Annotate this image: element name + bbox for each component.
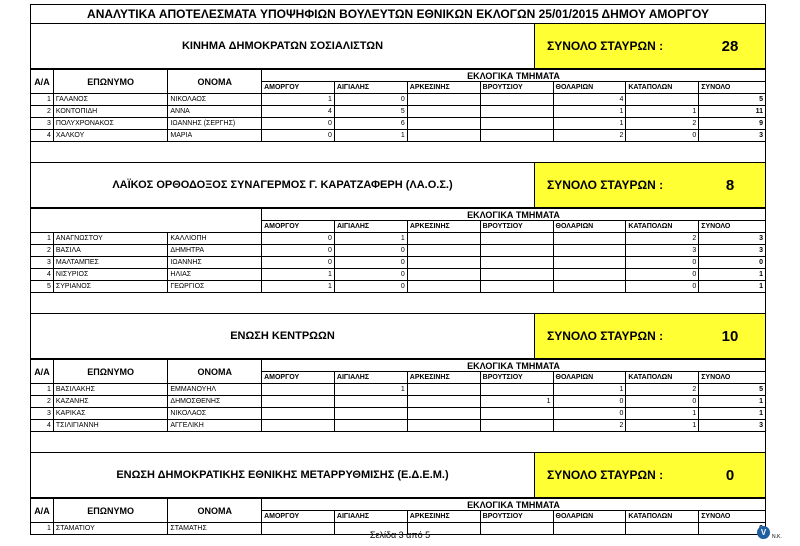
table-row [31, 130, 766, 142]
total-label: ΣΥΝΟΛΟ ΣΤΑΥΡΩΝ : [547, 329, 664, 343]
col-section: ΒΡΟΥΤΣΙΟΥ [480, 221, 553, 233]
cell-aa: 1 [31, 94, 54, 106]
cell-votes: 4 [553, 94, 626, 106]
cell-votes [480, 245, 553, 257]
cell-votes [553, 281, 626, 293]
cell-surname: ΠΟΛΥΧΡΟΝΑΚΟΣ [53, 118, 168, 130]
cell-votes [553, 245, 626, 257]
cell-name: ΑΓΓΕΛΙΚΗ [168, 420, 262, 432]
col-group: ΕΚΛΟΓΙΚΑ ΤΜΗΜΑΤΑ [262, 70, 766, 82]
cell-name: ΚΑΛΛΙΟΠΗ [168, 233, 262, 245]
party-name: ΚΙΝΗΜΑ ΔΗΜΟΚΡΑΤΩΝ ΣΟΣΙΑΛΙΣΤΩΝ [31, 24, 535, 68]
col-surname: ΕΠΩΝΥΜΟ [53, 499, 168, 523]
col-section: ΘΟΛΑΡΙΩΝ [553, 511, 626, 523]
cell-votes: 0 [553, 408, 626, 420]
cell-name: ΔΗΜΗΤΡΑ [168, 245, 262, 257]
party-total-box [535, 314, 765, 358]
party-results-table [30, 208, 766, 293]
col-section: ΑΜΟΡΓΟΥ [262, 511, 335, 523]
col-surname: ΕΠΩΝΥΜΟ [53, 360, 168, 384]
cell-surname: ΜΑΛΤΑΜΠΕΣ [53, 257, 168, 269]
cell-votes [480, 281, 553, 293]
party-total-box [535, 24, 765, 68]
col-section: ΑΜΟΡΓΟΥ [262, 82, 335, 94]
cell-surname: ΤΣΙΛΙΓΙΑΝΝΗ [53, 420, 168, 432]
table-row [31, 106, 766, 118]
total-label: ΣΥΝΟΛΟ ΣΤΑΥΡΩΝ : [547, 39, 664, 53]
col-section: ΑΙΓΙΑΛΗΣ [334, 221, 407, 233]
cell-votes: 2 [626, 118, 699, 130]
block-spacer [30, 432, 766, 453]
col-section: ΒΡΟΥΤΣΙΟΥ [480, 511, 553, 523]
cell-votes [480, 420, 553, 432]
cell-name: ΝΙΚΟΛΑΟΣ [168, 94, 262, 106]
table-row [31, 257, 766, 269]
party-results-table [30, 359, 766, 432]
cell-votes: 1 [553, 118, 626, 130]
party-name: ΕΝΩΣΗ ΔΗΜΟΚΡΑΤΙΚΗΣ ΕΘΝΙΚΗΣ ΜΕΤΑΡΡΥΘΜΙΣΗΣ (Ε.Δ.Ε.Μ.) [31, 453, 535, 497]
party-header [30, 24, 766, 69]
col-blank [31, 209, 262, 233]
cell-votes: 0 [334, 281, 407, 293]
cell-votes: 0 [262, 245, 335, 257]
cell-name: ΔΗΜΟΣΘΕΝΗΣ [168, 396, 262, 408]
cell-votes [407, 257, 480, 269]
col-section: ΒΡΟΥΤΣΙΟΥ [480, 82, 553, 94]
party-total-box [535, 453, 765, 497]
col-section: ΘΟΛΑΡΙΩΝ [553, 372, 626, 384]
cell-total: 1 [699, 396, 766, 408]
cell-votes: 0 [553, 396, 626, 408]
cell-votes [407, 269, 480, 281]
cell-votes [480, 269, 553, 281]
cell-votes: 2 [626, 233, 699, 245]
col-section: ΚΑΤΑΠΟΛΩΝ [626, 372, 699, 384]
col-section: ΣΥΝΟΛΟ [699, 372, 766, 384]
cell-surname: ΣΥΡΙΑΝΟΣ [53, 281, 168, 293]
cell-votes: 0 [262, 233, 335, 245]
table-row [31, 245, 766, 257]
cell-total: 1 [699, 269, 766, 281]
cell-aa: 2 [31, 245, 54, 257]
cell-aa: 4 [31, 420, 54, 432]
cell-aa: 2 [31, 106, 54, 118]
col-section: ΒΡΟΥΤΣΙΟΥ [480, 372, 553, 384]
cell-votes: 0 [262, 118, 335, 130]
cell-votes [480, 106, 553, 118]
cell-votes [480, 233, 553, 245]
table-row [31, 269, 766, 281]
col-aa: Α/Α [31, 360, 54, 384]
party-total-box [535, 163, 765, 207]
col-surname: ΕΠΩΝΥΜΟ [53, 70, 168, 94]
cell-aa: 1 [31, 523, 54, 535]
cell-votes [553, 233, 626, 245]
col-section: ΑΡΚΕΣΙΝΗΣ [407, 372, 480, 384]
table-row [31, 396, 766, 408]
cell-surname: ΣΤΑΜΑΤΙΟΥ [53, 523, 168, 535]
cell-total: 3 [699, 245, 766, 257]
cell-votes [480, 118, 553, 130]
cell-votes [407, 106, 480, 118]
cell-name: ΕΜΜΑΝΟΥΗΛ [168, 384, 262, 396]
cell-surname: ΚΑΖΑΝΗΣ [53, 396, 168, 408]
cell-votes [407, 420, 480, 432]
parties-container [30, 24, 766, 535]
cell-votes: 1 [480, 396, 553, 408]
party-name: ΕΝΩΣΗ ΚΕΝΤΡΩΩΝ [31, 314, 535, 358]
cell-aa: 3 [31, 118, 54, 130]
cell-aa: 4 [31, 269, 54, 281]
col-name: ΟΝΟΜΑ [168, 360, 262, 384]
col-section: ΑΡΚΕΣΙΝΗΣ [407, 511, 480, 523]
page-footer: Σελίδα 3 από 5 [369, 530, 431, 540]
cell-votes: 6 [334, 118, 407, 130]
col-aa: Α/Α [31, 70, 54, 94]
cell-total: 3 [699, 130, 766, 142]
cell-votes [407, 94, 480, 106]
table-row [31, 420, 766, 432]
cell-votes [480, 408, 553, 420]
cell-votes [553, 257, 626, 269]
table-row [31, 384, 766, 396]
cell-total: 0 [699, 257, 766, 269]
cell-votes [262, 420, 335, 432]
cell-surname: ΒΑΣΙΛΑΚΗΣ [53, 384, 168, 396]
col-section: ΘΟΛΑΡΙΩΝ [553, 221, 626, 233]
total-value: 8 [725, 176, 735, 194]
cell-total: 3 [699, 420, 766, 432]
cell-surname: ΒΑΣΙΛΑ [53, 245, 168, 257]
cell-name: ΜΑΡΙΑ [168, 130, 262, 142]
cell-surname: ΓΑΛΑΝΟΣ [53, 94, 168, 106]
cell-votes: 1 [553, 384, 626, 396]
party-header [30, 163, 766, 208]
cell-aa: 2 [31, 396, 54, 408]
col-section: ΣΥΝΟΛΟ [699, 221, 766, 233]
col-section: ΘΟΛΑΡΙΩΝ [553, 82, 626, 94]
page-title: ΑΝΑΛΥΤΙΚΑ ΑΠΟΤΕΛΕΣΜΑΤΑ ΥΠΟΨΗΦΙΩΝ ΒΟΥΛΕΥΤΩΝ ΕΘΝΙΚΩΝ ΕΚΛΟΓΩΝ 25/01/2015 ΔΗΜΟΥ ΑΜΟΡΓΟΥ [30, 4, 766, 24]
party-name: ΛΑΪΚΟΣ ΟΡΘΟΔΟΞΟΣ ΣΥΝΑΓΕΡΜΟΣ Γ. ΚΑΡΑΤΖΑΦΕΡΗ (ΛΑ.Ο.Σ.) [31, 163, 535, 207]
cell-votes: 1 [334, 384, 407, 396]
col-section: ΑΜΟΡΓΟΥ [262, 372, 335, 384]
col-section: ΚΑΤΑΠΟΛΩΝ [626, 82, 699, 94]
cell-votes [262, 408, 335, 420]
cell-surname: ΧΑΛΚΟΥ [53, 130, 168, 142]
cell-votes [480, 257, 553, 269]
col-section: ΑΙΓΙΑΛΗΣ [334, 82, 407, 94]
total-label: ΣΥΝΟΛΟ ΣΤΑΥΡΩΝ : [547, 468, 664, 482]
cell-votes [334, 420, 407, 432]
cell-surname: ΚΟΝΤΟΠΙΔΗ [53, 106, 168, 118]
cell-aa: 5 [31, 281, 54, 293]
cell-votes: 2 [626, 384, 699, 396]
cell-aa: 3 [31, 257, 54, 269]
col-group: ΕΚΛΟΓΙΚΑ ΤΜΗΜΑΤΑ [262, 209, 766, 221]
cell-votes: 0 [626, 269, 699, 281]
cell-votes [262, 384, 335, 396]
cell-surname: ΝΙΣΥΡΙΟΣ [53, 269, 168, 281]
cell-votes [480, 94, 553, 106]
table-row [31, 118, 766, 130]
cell-votes: 3 [626, 245, 699, 257]
cell-total: 5 [699, 384, 766, 396]
table-row [31, 281, 766, 293]
cell-votes: 2 [553, 130, 626, 142]
cell-votes: 1 [626, 420, 699, 432]
cell-name: ΣΤΑΜΑΤΗΣ [168, 523, 262, 535]
cell-votes [407, 130, 480, 142]
cell-votes [480, 130, 553, 142]
logo-icon: V [757, 526, 770, 539]
col-section: ΣΥΝΟΛΟ [699, 511, 766, 523]
cell-votes: 1 [334, 233, 407, 245]
cell-votes: 1 [262, 281, 335, 293]
cell-votes: 0 [626, 257, 699, 269]
col-group: ΕΚΛΟΓΙΚΑ ΤΜΗΜΑΤΑ [262, 360, 766, 372]
cell-name: ΑΝΝΑ [168, 106, 262, 118]
col-section: ΑΡΚΕΣΙΝΗΣ [407, 82, 480, 94]
col-section: ΑΜΟΡΓΟΥ [262, 221, 335, 233]
table-row [31, 233, 766, 245]
party-header [30, 453, 766, 498]
cell-total: 5 [699, 94, 766, 106]
cell-votes [553, 269, 626, 281]
cell-votes: 5 [334, 106, 407, 118]
cell-votes: 0 [262, 257, 335, 269]
cell-votes: 0 [626, 396, 699, 408]
cell-total: 9 [699, 118, 766, 130]
cell-name: ΝΙΚΟΛΑΟΣ [168, 408, 262, 420]
cell-votes [407, 281, 480, 293]
cell-votes: 0 [334, 269, 407, 281]
cell-name: ΙΩΑΝΝΗΣ [168, 257, 262, 269]
col-section: ΚΑΤΑΠΟΛΩΝ [626, 221, 699, 233]
cell-total: 11 [699, 106, 766, 118]
cell-surname: ΑΝΑΓΝΩΣΤΟΥ [53, 233, 168, 245]
col-aa: Α/Α [31, 499, 54, 523]
total-value: 28 [721, 37, 739, 55]
cell-votes: 0 [262, 130, 335, 142]
cell-votes [407, 396, 480, 408]
cell-votes: 1 [262, 94, 335, 106]
cell-name: ΗΛΙΑΣ [168, 269, 262, 281]
cell-votes [407, 245, 480, 257]
col-name: ΟΝΟΜΑ [168, 70, 262, 94]
table-row [31, 94, 766, 106]
cell-votes: 0 [334, 94, 407, 106]
cell-votes [407, 384, 480, 396]
cell-votes [262, 396, 335, 408]
block-spacer [30, 142, 766, 163]
cell-votes [334, 396, 407, 408]
col-section: ΑΙΓΙΑΛΗΣ [334, 511, 407, 523]
cell-aa: 1 [31, 233, 54, 245]
party-header [30, 314, 766, 359]
total-label: ΣΥΝΟΛΟ ΣΤΑΥΡΩΝ : [547, 178, 664, 192]
col-section: ΑΙΓΙΑΛΗΣ [334, 372, 407, 384]
cell-surname: ΚΑΡΙΚΑΣ [53, 408, 168, 420]
party-results-table [30, 69, 766, 142]
table-row [31, 408, 766, 420]
cell-total: 3 [699, 233, 766, 245]
cell-votes [407, 233, 480, 245]
cell-name: ΓΕΩΡΓΙΟΣ [168, 281, 262, 293]
cell-votes: 1 [553, 106, 626, 118]
cell-votes: 1 [626, 106, 699, 118]
logo-text: N.K. [772, 534, 782, 540]
cell-votes: 0 [626, 130, 699, 142]
block-spacer [30, 293, 766, 314]
cell-total: 1 [699, 408, 766, 420]
cell-aa: 4 [31, 130, 54, 142]
col-section: ΚΑΤΑΠΟΛΩΝ [626, 511, 699, 523]
cell-votes [626, 94, 699, 106]
col-section: ΣΥΝΟΛΟ [699, 82, 766, 94]
col-section: ΑΡΚΕΣΙΝΗΣ [407, 221, 480, 233]
cell-votes: 1 [262, 269, 335, 281]
cell-votes: 4 [262, 106, 335, 118]
cell-votes: 1 [334, 130, 407, 142]
col-name: ΟΝΟΜΑ [168, 499, 262, 523]
cell-votes: 0 [334, 257, 407, 269]
results-sheet [30, 4, 766, 535]
total-value: 0 [725, 466, 735, 484]
cell-votes: 0 [626, 281, 699, 293]
cell-votes: 0 [334, 245, 407, 257]
total-value: 10 [721, 327, 739, 345]
cell-votes [480, 384, 553, 396]
cell-votes: 1 [626, 408, 699, 420]
cell-votes [334, 408, 407, 420]
cell-aa: 3 [31, 408, 54, 420]
cell-votes: 2 [553, 420, 626, 432]
cell-name: ΙΩΑΝΝΗΣ (ΣΕΡΓΗΣ) [168, 118, 262, 130]
cell-votes [407, 408, 480, 420]
cell-aa: 1 [31, 384, 54, 396]
col-group: ΕΚΛΟΓΙΚΑ ΤΜΗΜΑΤΑ [262, 499, 766, 511]
cell-total: 1 [699, 281, 766, 293]
cell-votes [407, 118, 480, 130]
